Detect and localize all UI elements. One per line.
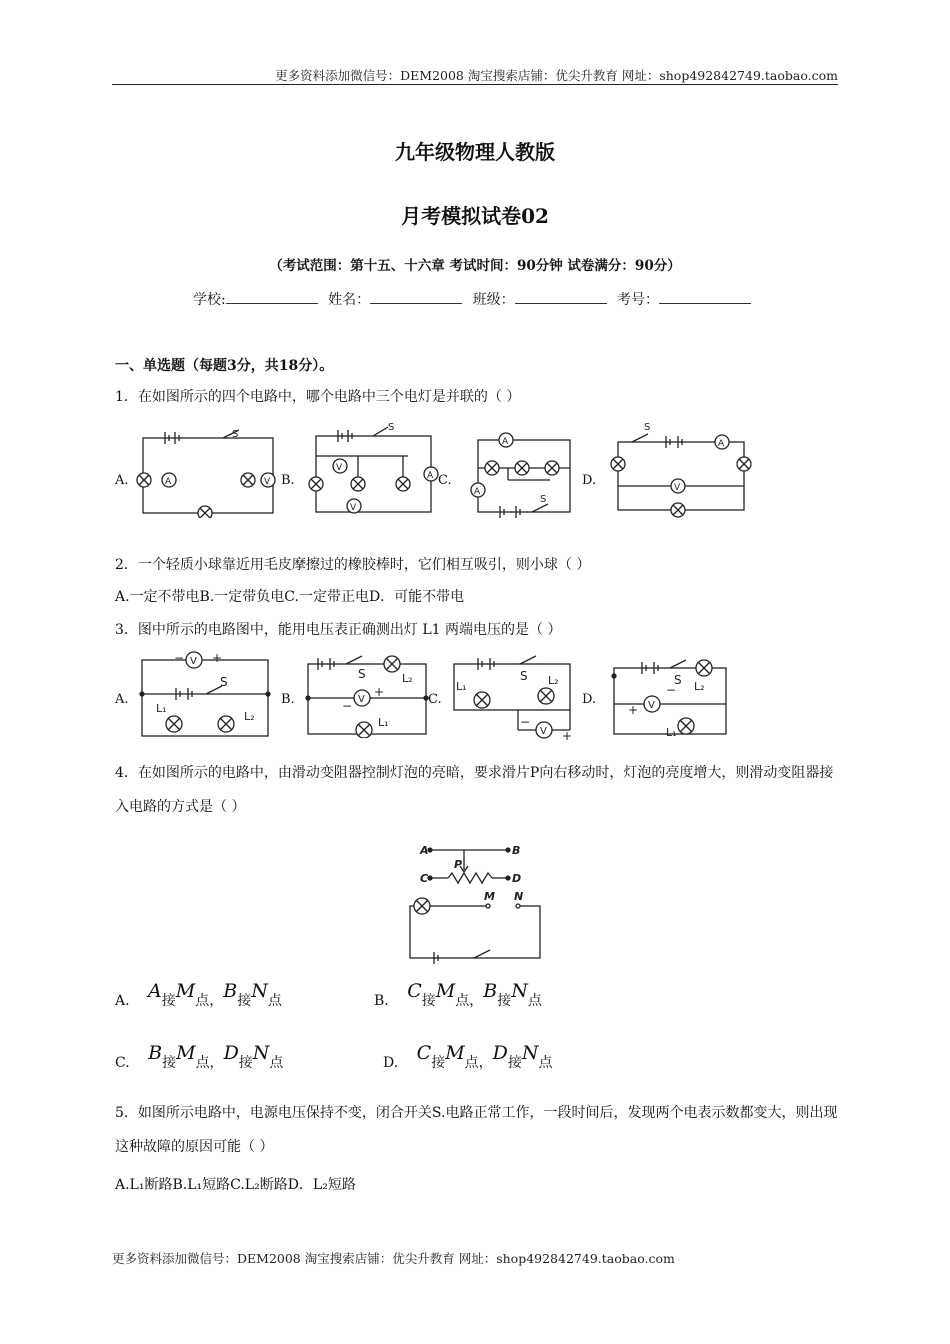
q4-option-b[interactable] — [374, 980, 542, 1010]
q4-a-jie1: 接 — [161, 993, 176, 1009]
q4-option-a[interactable] — [115, 980, 282, 1010]
q1-label-b: B. — [281, 473, 295, 488]
q4-a-jie2: 接 — [237, 993, 252, 1009]
q4-d-term1: C — [416, 1042, 432, 1064]
q4-b-term1: C — [407, 980, 422, 1002]
svg-text:L₁: L₁ — [378, 716, 389, 729]
q4-d-jie2: 接 — [507, 1055, 522, 1071]
q1-label-c: C. — [438, 473, 452, 488]
q1-circuit-c — [460, 428, 580, 520]
svg-text:L₁: L₁ — [156, 702, 167, 715]
svg-text:+: + — [628, 703, 639, 717]
q4-a-dian2: 点 — [267, 993, 282, 1009]
q4-d-term3: D — [492, 1042, 508, 1064]
svg-text:V: V — [358, 694, 365, 705]
svg-text:S: S — [540, 494, 547, 505]
q3-circuit-b — [300, 652, 432, 738]
q4-stem: 4．在如图所示的电路中，由滑动变阻器控制灯泡的亮暗，要求滑片P向右移动时，灯泡的亮度增大，则滑动变阻器接入电路的方式是（ ） — [115, 765, 834, 815]
q1-label-d: D. — [582, 473, 597, 488]
class-blank[interactable] — [515, 289, 607, 304]
q4-d-term4: N — [521, 1042, 539, 1064]
svg-text:S: S — [220, 675, 228, 689]
svg-text:+: + — [562, 729, 573, 740]
exam-scope: （考试范围：第十五、十六章 考试时间：90分钟 试卷满分：90分） — [269, 258, 681, 274]
svg-text:V: V — [264, 477, 271, 487]
svg-text:V: V — [674, 483, 681, 493]
q4-d-dian1: 点， — [464, 1055, 493, 1071]
svg-text:−: − — [520, 715, 531, 729]
q3-circuit-a — [134, 648, 274, 740]
q1-circuit-a — [135, 428, 280, 518]
q4-c-dian2: 点 — [269, 1055, 284, 1071]
svg-text:M: M — [484, 890, 495, 903]
class-label: 班级： — [472, 292, 515, 308]
svg-text:D: D — [512, 872, 522, 885]
svg-text:A: A — [502, 437, 509, 447]
q1-label-a: A. — [115, 473, 129, 488]
doc-title: 九年级物理人教版 — [395, 140, 555, 164]
svg-text:V: V — [648, 700, 655, 711]
school-label: 学校: — [192, 292, 226, 308]
svg-text:+: + — [212, 651, 223, 665]
doc-subtitle: 月考模拟试卷02 — [401, 204, 549, 228]
svg-text:S: S — [358, 667, 366, 681]
svg-text:V: V — [190, 656, 197, 667]
svg-text:A: A — [165, 477, 172, 487]
q4-option-c[interactable] — [115, 1042, 284, 1072]
school-blank[interactable] — [226, 289, 318, 304]
page-footer: 更多资料添加微信号：DEM2008 淘宝搜索店铺：优尖升教育 网址：shop492842749.taobao.com — [112, 1251, 675, 1266]
q4-c-jie2: 接 — [238, 1055, 253, 1071]
name-label: 姓名： — [328, 292, 371, 308]
q3-circuit-c — [448, 650, 578, 740]
q4-c-term1: B — [148, 1042, 163, 1064]
student-info — [0, 289, 950, 309]
svg-text:L₂: L₂ — [548, 674, 559, 687]
q3-label-b: B. — [281, 692, 295, 707]
q4-b-dian2: 点 — [527, 993, 542, 1009]
q3-stem: 3．图中所示的电路图中，能用电压表正确测出灯 L1 两端电压的是（ ） — [115, 622, 562, 638]
svg-text:L₁: L₁ — [456, 680, 467, 693]
svg-text:V: V — [336, 463, 343, 473]
svg-text:V: V — [350, 503, 357, 513]
svg-text:B: B — [512, 844, 521, 857]
q4-c-term2: M — [176, 1042, 196, 1064]
number-blank[interactable] — [659, 289, 751, 304]
q4-b-dian1: 点， — [455, 993, 484, 1009]
q4-b-jie2: 接 — [497, 993, 512, 1009]
q4-circuit — [404, 838, 546, 966]
svg-text:S: S — [644, 422, 651, 433]
svg-text:N: N — [514, 890, 524, 903]
q4-a-dian1: 点， — [195, 993, 224, 1009]
q4-option-b-label: B. — [374, 993, 389, 1009]
q4-c-term4: N — [252, 1042, 270, 1064]
svg-text:A: A — [420, 844, 429, 857]
svg-text:−: − — [342, 699, 353, 713]
q4-option-c-label: C. — [115, 1055, 130, 1071]
number-label: 考号： — [617, 292, 660, 308]
q3-label-c: C. — [428, 692, 442, 707]
section-heading: 一、单选题（每题3分，共18分）。 — [115, 358, 334, 374]
q1-circuit-d — [604, 420, 754, 520]
q3-label-a: A. — [115, 692, 129, 707]
q4-a-term2: M — [175, 980, 196, 1002]
svg-text:A: A — [427, 471, 434, 481]
svg-text:A: A — [474, 487, 481, 497]
page-header: 更多资料添加微信号：DEM2008 淘宝搜索店铺：优尖升教育 网址：shop492842749.taobao.com — [275, 68, 838, 83]
q4-d-term2: M — [445, 1042, 465, 1064]
q2-options: A.一定不带电B.一定带负电C.一定带正电D．可能不带电 — [115, 589, 465, 605]
q4-c-dian1: 点， — [195, 1055, 224, 1071]
q4-a-term1: A — [148, 980, 162, 1002]
svg-text:S: S — [674, 673, 682, 687]
header-divider — [112, 84, 838, 85]
q4-b-jie1: 接 — [421, 993, 436, 1009]
q4-option-a-label: A. — [115, 993, 130, 1009]
q4-c-term3: D — [223, 1042, 239, 1064]
q2-stem: 2．一个轻质小球靠近用毛皮摩擦过的橡胶棒时，它们相互吸引，则小球（ ） — [115, 557, 591, 573]
svg-text:L₁: L₁ — [666, 726, 677, 739]
q5-options: A.L₁断路B.L₁短路C.L₂断路D．L₂短路 — [115, 1177, 356, 1193]
svg-text:S: S — [232, 429, 239, 440]
svg-text:P: P — [454, 858, 463, 871]
svg-text:C: C — [420, 872, 429, 885]
q3-circuit-d — [606, 654, 732, 740]
q4-option-d[interactable] — [383, 1042, 553, 1072]
svg-text:+: + — [374, 685, 385, 699]
svg-text:L₂: L₂ — [402, 672, 413, 685]
svg-text:−: − — [174, 651, 185, 665]
svg-text:S: S — [520, 669, 528, 683]
svg-text:V: V — [540, 726, 547, 737]
svg-text:S: S — [388, 422, 395, 433]
q4-b-term4: N — [511, 980, 528, 1002]
q1-circuit-b — [298, 422, 443, 520]
svg-text:L₂: L₂ — [244, 710, 255, 723]
q5-stem: 5．如图所示电路中，电源电压保持不变，闭合开关S.电路正常工作，一段时间后，发现两个电表示数都变大，则出现这种故障的原因可能（ ） — [115, 1105, 838, 1155]
q3-label-d: D. — [582, 692, 597, 707]
q4-d-jie1: 接 — [431, 1055, 446, 1071]
q4-b-term2: M — [435, 980, 456, 1002]
q4-d-dian2: 点 — [538, 1055, 553, 1071]
q4-b-term3: B — [483, 980, 498, 1002]
q4-option-d-label: D. — [383, 1055, 399, 1071]
svg-text:−: − — [666, 683, 677, 697]
svg-text:A: A — [718, 439, 725, 449]
q4-a-term4: N — [251, 980, 268, 1002]
svg-text:L₂: L₂ — [694, 680, 705, 693]
q4-a-term3: B — [223, 980, 238, 1002]
name-blank[interactable] — [370, 289, 462, 304]
q4-c-jie1: 接 — [162, 1055, 177, 1071]
q1-stem: 1．在如图所示的四个电路中，哪个电路中三个电灯是并联的（ ） — [115, 389, 521, 405]
